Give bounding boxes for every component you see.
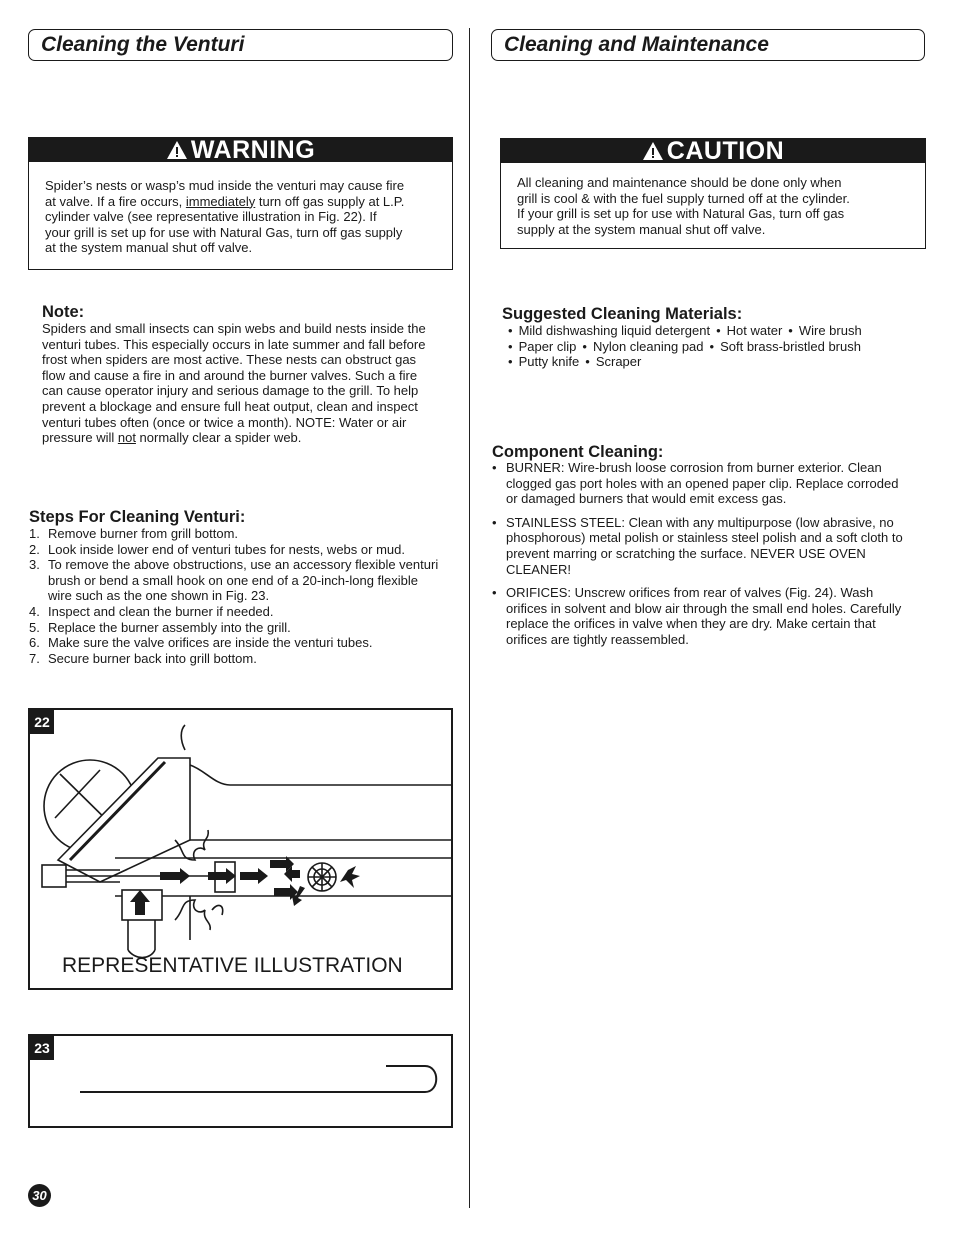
caution-line: supply at the system manual shut off valve.	[517, 221, 766, 237]
caution-label: CAUTION	[666, 137, 785, 165]
note-heading: Note:	[42, 303, 85, 321]
figure-22	[28, 708, 453, 990]
wire-hook-illustration	[30, 1036, 451, 1126]
warning-line: at valve. If a fire occurs, immediately turn off gas supply at L.P.	[45, 193, 405, 209]
list-item: 5. Replace the burner assembly into the grill.	[29, 619, 291, 635]
warning-line: cylinder valve (see representative illustration in Fig. 22). If	[45, 209, 377, 225]
figure-caption: REPRESENTATIVE ILLUSTRATION	[62, 954, 403, 977]
section-title-cleaning-venturi: Cleaning the Venturi	[28, 29, 453, 61]
materials-list	[502, 323, 862, 370]
venturi-illustration	[30, 710, 451, 988]
list-item: • BURNER: Wire-brush loose corrosion from burner exterior. Clean clogged gas port holes with an opened paper clip. Replace corroded or damaged burners that would emit excess gas.	[492, 460, 899, 507]
section-title-cleaning-maintenance: Cleaning and Maintenance	[491, 29, 925, 61]
warning-triangle-icon	[166, 140, 188, 160]
figure-number: 23	[30, 1036, 54, 1060]
warning-line: at the system manual shut off valve.	[45, 240, 253, 256]
caution-line: If your grill is set up for use with Natural Gas, turn off gas	[517, 206, 845, 222]
warning-box	[28, 137, 453, 270]
materials-row: • Paper clip • Nylon cleaning pad • Soft brass-bristled brush	[508, 338, 861, 354]
list-item: 4. Inspect and clean the burner if needed.	[29, 603, 274, 619]
warning-line: Spider’s nests or wasp’s mud inside the venturi may cause fire	[45, 178, 405, 193]
list-item: 3. To remove the above obstructions, use an accessory flexible venturi brush or bend a small hook on one end of a 20-inch-long flexible wire such as the one shown in Fig. 23.	[29, 557, 439, 604]
warning-label: WARNING	[190, 136, 316, 164]
figure-23	[28, 1034, 453, 1128]
warning-text	[29, 162, 452, 256]
warning-header	[29, 138, 452, 162]
list-item: 2. Look inside lower end of venturi tubes for nests, webs or mud.	[29, 541, 405, 557]
steps-heading: Steps For Cleaning Venturi:	[29, 508, 246, 526]
list-item: • STAINLESS STEEL: Clean with any multipurpose (low abrasive, no phosphorous) metal polish or stainless steel polish and a soft cloth to prevent marring or scratching the surface. NEVER USE OVEN CLEANER!	[492, 514, 903, 577]
warning-line: your grill is set up for use with Natural Gas, turn off gas supply	[45, 224, 403, 240]
steps-list	[29, 526, 439, 666]
caution-line: All cleaning and maintenance should be done only when	[517, 175, 842, 190]
caution-text	[501, 163, 925, 237]
list-item: 6. Make sure the valve orifices are inside the venturi tubes.	[29, 635, 373, 651]
materials-row: • Mild dishwashing liquid detergent • Hot water • Wire brush	[508, 323, 862, 338]
list-item: 1. Remove burner from grill bottom.	[29, 526, 239, 541]
figure-number: 22	[30, 710, 54, 734]
caution-box	[500, 138, 926, 249]
warning-triangle-icon	[642, 141, 664, 161]
emphasis-not: not	[117, 430, 136, 446]
components-list	[492, 460, 912, 648]
emphasis-immediately: immediately	[185, 193, 256, 209]
note-paragraph: Spiders and small insects can spin webs and build nests inside the venturi tubes. This especially occurs in late summer and fall before frost when spiders are most active. These nests can obstruct gas flow and cause a fire in and around the burner valves. Such a fire can cause operator injury and serious damage to the grill. To help prevent a blockage and ensure full heat output, clean and inspect venturi tubes often (once or twice a month). NOTE: Water or air pressure will not normally clear a spider web.	[42, 321, 426, 446]
materials-row: • Putty knife • Scraper	[508, 354, 642, 370]
caution-header	[501, 139, 925, 163]
column-divider	[469, 28, 470, 1208]
materials-heading: Suggested Cleaning Materials:	[502, 305, 743, 323]
components-heading: Component Cleaning:	[492, 443, 664, 461]
caution-line: grill is cool & with the fuel supply turned off at the cylinder.	[517, 190, 850, 206]
list-item: 7. Secure burner back into grill bottom.	[29, 650, 257, 666]
page-number: 30	[28, 1184, 51, 1207]
list-item: • ORIFICES: Unscrew orifices from rear of valves (Fig. 24). Wash orifices in solvent and blow air through the small end holes. Carefully replace the orifices in valve when they are dry. Make certain that orifices are tightly reassembled.	[492, 585, 902, 647]
